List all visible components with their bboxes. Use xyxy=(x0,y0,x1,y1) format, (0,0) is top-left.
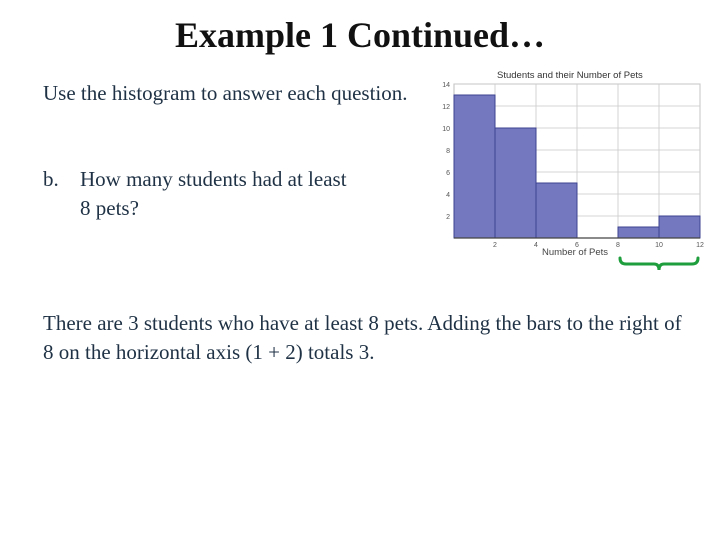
histogram-bar xyxy=(454,95,495,238)
question-letter: b. xyxy=(43,167,59,191)
y-tick-label: 10 xyxy=(442,126,450,133)
y-tick-label: 2 xyxy=(446,214,450,221)
y-tick-label: 14 xyxy=(442,82,450,89)
y-tick-label: 6 xyxy=(446,170,450,177)
question-text-2: 8 pets? xyxy=(80,196,139,220)
histogram-bar xyxy=(659,216,700,238)
histogram-bar xyxy=(536,183,577,238)
question-b xyxy=(43,165,423,223)
intro-text: Use the histogram to answer each question. xyxy=(43,81,408,105)
x-axis-label: Number of Pets xyxy=(542,247,608,258)
answer-text: There are 3 students who have at least 8 pets. Adding the bars to the right of 8 on the horizontal axis (1 + 2) totals 3. xyxy=(43,311,682,364)
histogram-bar xyxy=(618,227,659,238)
chart-marks xyxy=(442,82,704,270)
question-line-1 xyxy=(43,165,423,194)
highlight-bracket xyxy=(620,258,698,270)
y-tick-label: 4 xyxy=(446,192,450,199)
histogram-chart xyxy=(436,64,716,276)
x-tick-label: 6 xyxy=(575,242,579,249)
x-tick-label: 4 xyxy=(534,242,538,249)
slide-title: Example 1 Continued… xyxy=(174,15,546,55)
y-tick-label: 8 xyxy=(446,148,450,155)
x-tick-label: 8 xyxy=(616,242,620,249)
histogram-bar xyxy=(495,128,536,238)
x-tick-label: 12 xyxy=(696,242,704,249)
x-tick-label: 2 xyxy=(493,242,497,249)
x-tick-label: 10 xyxy=(655,242,663,249)
chart-title: Students and their Number of Pets xyxy=(497,70,643,81)
y-tick-label: 12 xyxy=(442,104,450,111)
question-text-1: How many students had at least xyxy=(80,167,347,191)
